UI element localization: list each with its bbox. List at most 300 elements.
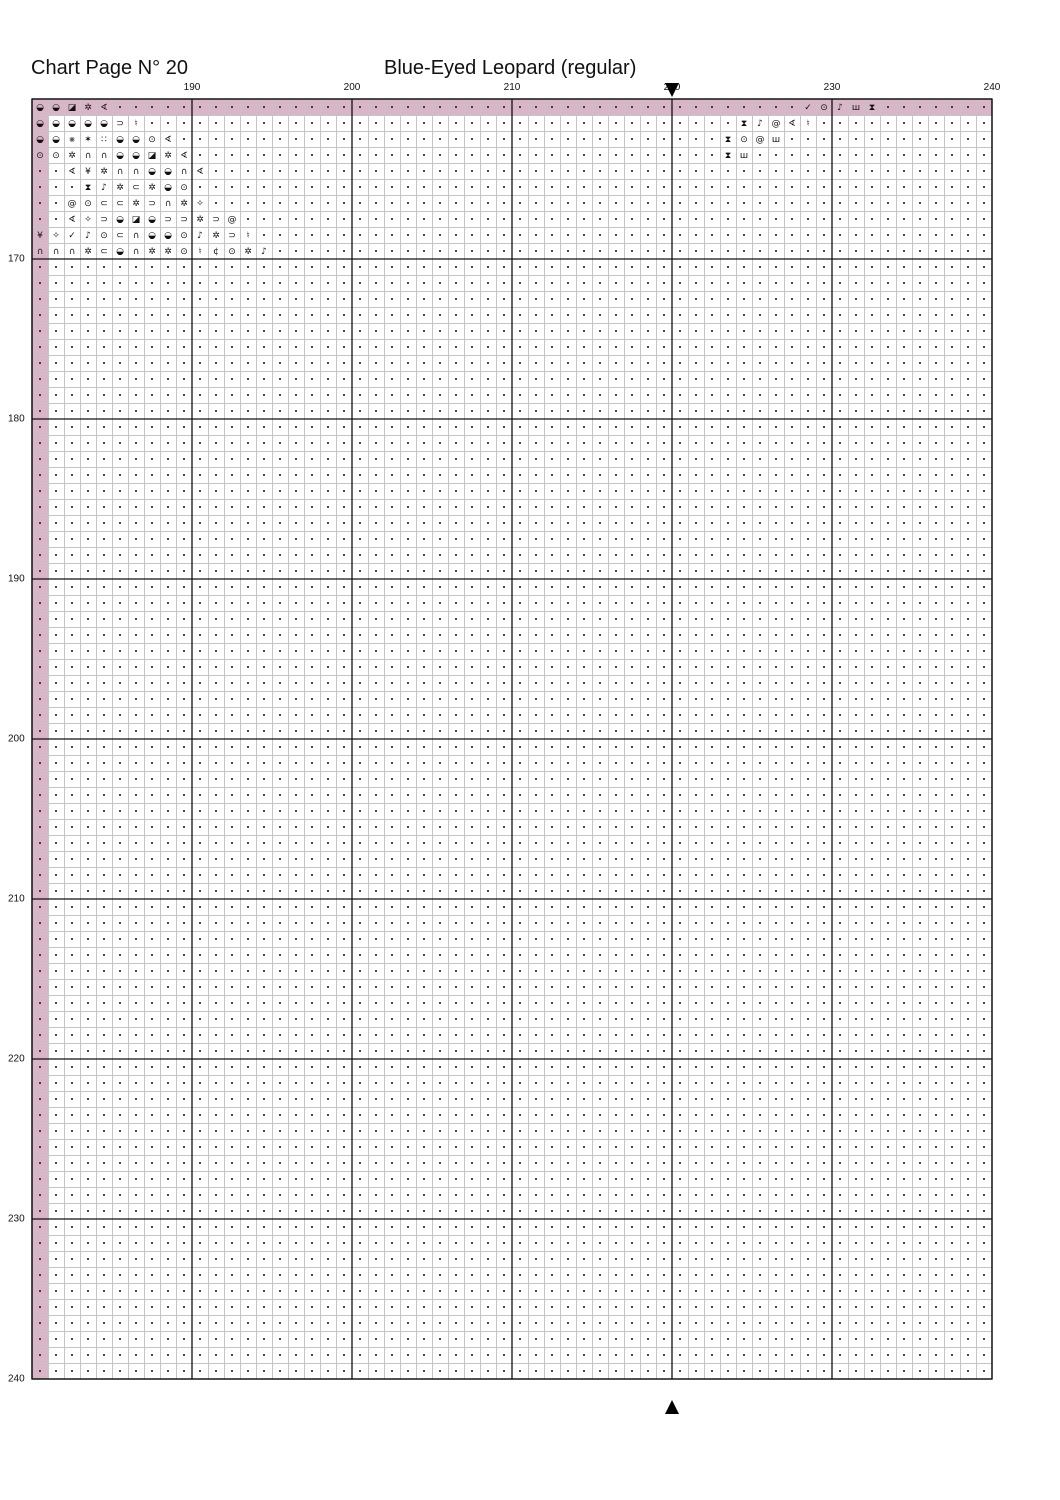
cell-dot	[311, 714, 313, 716]
cell-dot	[199, 602, 201, 604]
cell-dot	[647, 602, 649, 604]
cell-dot	[39, 954, 41, 956]
cell-dot	[823, 746, 825, 748]
cell-dot	[423, 1050, 425, 1052]
cell-dot	[663, 154, 665, 156]
cell-dot	[231, 1018, 233, 1020]
cell-dot	[887, 250, 889, 252]
cell-dot	[55, 666, 57, 668]
cell-dot	[471, 1178, 473, 1180]
cell-dot	[807, 1226, 809, 1228]
cell-dot	[519, 1018, 521, 1020]
cell-dot	[215, 442, 217, 444]
cell-dot	[807, 1018, 809, 1020]
cell-dot	[887, 666, 889, 668]
cell-dot	[631, 1130, 633, 1132]
cell-dot	[311, 602, 313, 604]
cell-dot	[727, 1226, 729, 1228]
cell-dot	[471, 410, 473, 412]
cell-dot	[295, 970, 297, 972]
cell-dot	[631, 1210, 633, 1212]
cell-dot	[711, 1290, 713, 1292]
cell-dot	[887, 762, 889, 764]
cell-dot	[119, 1194, 121, 1196]
cell-dot	[871, 474, 873, 476]
cell-dot	[695, 1242, 697, 1244]
cell-dot	[983, 458, 985, 460]
cell-dot	[327, 1274, 329, 1276]
cell-dot	[407, 954, 409, 956]
cell-dot	[343, 922, 345, 924]
cell-dot	[663, 1146, 665, 1148]
cell-dot	[215, 330, 217, 332]
cell-dot	[695, 122, 697, 124]
cell-dot	[567, 1210, 569, 1212]
cell-dot	[695, 218, 697, 220]
cell-dot	[103, 858, 105, 860]
cell-dot	[423, 186, 425, 188]
cell-dot	[151, 1082, 153, 1084]
cell-dot	[295, 1130, 297, 1132]
cell-dot	[967, 954, 969, 956]
cell-dot	[391, 650, 393, 652]
cell-dot	[567, 106, 569, 108]
cell-dot	[231, 170, 233, 172]
cell-dot	[567, 986, 569, 988]
cell-dot	[327, 1338, 329, 1340]
cell-dot	[951, 234, 953, 236]
cell-dot	[695, 1082, 697, 1084]
cell-dot	[695, 1194, 697, 1196]
cell-dot	[791, 1242, 793, 1244]
cell-dot	[391, 1162, 393, 1164]
cell-dot	[119, 794, 121, 796]
cell-dot	[871, 1322, 873, 1324]
cell-dot	[919, 170, 921, 172]
cell-dot	[311, 250, 313, 252]
cell-dot	[935, 506, 937, 508]
cell-dot	[679, 1178, 681, 1180]
cell-dot	[983, 634, 985, 636]
cell-dot	[279, 874, 281, 876]
cell-dot	[711, 410, 713, 412]
cell-dot	[503, 1274, 505, 1276]
cell-dot	[151, 794, 153, 796]
cell-dot	[983, 970, 985, 972]
cell-dot	[711, 1274, 713, 1276]
cell-dot	[71, 474, 73, 476]
cell-dot	[407, 634, 409, 636]
cell-dot	[39, 1050, 41, 1052]
cell-symbol: ✲	[84, 103, 92, 113]
cell-dot	[807, 266, 809, 268]
cell-dot	[567, 154, 569, 156]
cell-dot	[327, 826, 329, 828]
cell-dot	[743, 490, 745, 492]
cell-dot	[71, 746, 73, 748]
cell-dot	[695, 1210, 697, 1212]
cell-dot	[951, 458, 953, 460]
cell-dot	[663, 970, 665, 972]
cell-dot	[471, 378, 473, 380]
cell-dot	[631, 554, 633, 556]
cell-dot	[215, 1322, 217, 1324]
cell-dot	[407, 714, 409, 716]
cell-dot	[199, 522, 201, 524]
cell-dot	[343, 554, 345, 556]
cell-dot	[503, 554, 505, 556]
cell-dot	[487, 250, 489, 252]
cell-dot	[807, 218, 809, 220]
cell-dot	[247, 746, 249, 748]
cell-dot	[199, 714, 201, 716]
cell-dot	[807, 730, 809, 732]
cell-dot	[119, 890, 121, 892]
cell-dot	[983, 1322, 985, 1324]
cell-dot	[823, 554, 825, 556]
cell-dot	[407, 458, 409, 460]
cell-dot	[151, 970, 153, 972]
cell-dot	[199, 1306, 201, 1308]
cell-dot	[327, 714, 329, 716]
cell-dot	[647, 1066, 649, 1068]
cell-dot	[471, 1034, 473, 1036]
cell-dot	[983, 218, 985, 220]
cell-dot	[695, 986, 697, 988]
cell-symbol: ⨳	[69, 135, 75, 145]
cell-dot	[295, 1370, 297, 1372]
cell-dot	[759, 602, 761, 604]
cell-dot	[791, 1146, 793, 1148]
cell-dot	[615, 1162, 617, 1164]
cell-dot	[935, 314, 937, 316]
cell-dot	[71, 298, 73, 300]
cell-dot	[663, 1034, 665, 1036]
cell-dot	[759, 506, 761, 508]
cell-dot	[631, 874, 633, 876]
cell-dot	[71, 378, 73, 380]
cell-dot	[423, 1098, 425, 1100]
cell-dot	[263, 202, 265, 204]
cell-dot	[55, 1098, 57, 1100]
cell-dot	[55, 746, 57, 748]
cell-dot	[871, 522, 873, 524]
cell-dot	[471, 1210, 473, 1212]
cell-dot	[551, 202, 553, 204]
cell-dot	[103, 778, 105, 780]
cell-dot	[631, 1018, 633, 1020]
cell-dot	[551, 1210, 553, 1212]
cell-dot	[663, 826, 665, 828]
cell-dot	[87, 314, 89, 316]
cell-dot	[471, 586, 473, 588]
cell-dot	[535, 842, 537, 844]
cell-dot	[503, 634, 505, 636]
cell-dot	[679, 906, 681, 908]
cell-dot	[439, 106, 441, 108]
cell-dot	[391, 922, 393, 924]
cell-dot	[983, 122, 985, 124]
cell-dot	[519, 378, 521, 380]
cell-dot	[455, 1226, 457, 1228]
cell-dot	[647, 1178, 649, 1180]
cell-symbol: ◒	[132, 135, 140, 145]
cell-dot	[135, 746, 137, 748]
cell-dot	[119, 1146, 121, 1148]
cell-dot	[231, 442, 233, 444]
cell-dot	[247, 698, 249, 700]
cell-dot	[551, 490, 553, 492]
cell-dot	[951, 1290, 953, 1292]
cell-dot	[855, 650, 857, 652]
cell-dot	[39, 810, 41, 812]
cell-dot	[311, 362, 313, 364]
cell-dot	[263, 970, 265, 972]
cell-dot	[695, 138, 697, 140]
cell-dot	[615, 602, 617, 604]
cell-dot	[167, 810, 169, 812]
cell-dot	[55, 362, 57, 364]
cell-dot	[759, 1258, 761, 1260]
cell-dot	[567, 922, 569, 924]
cell-dot	[311, 762, 313, 764]
cell-dot	[647, 1354, 649, 1356]
cell-dot	[87, 810, 89, 812]
cell-dot	[679, 1162, 681, 1164]
cell-dot	[247, 538, 249, 540]
cell-dot	[327, 554, 329, 556]
cell-dot	[759, 522, 761, 524]
cell-dot	[39, 874, 41, 876]
cell-dot	[807, 778, 809, 780]
cell-dot	[743, 1226, 745, 1228]
cell-dot	[663, 890, 665, 892]
cell-dot	[983, 1354, 985, 1356]
cell-dot	[791, 602, 793, 604]
cell-dot	[551, 634, 553, 636]
cell-dot	[711, 938, 713, 940]
cell-dot	[583, 778, 585, 780]
cell-dot	[887, 1306, 889, 1308]
cell-dot	[903, 1178, 905, 1180]
cell-dot	[215, 378, 217, 380]
cell-dot	[663, 602, 665, 604]
cell-dot	[439, 858, 441, 860]
cell-dot	[951, 970, 953, 972]
cell-dot	[791, 138, 793, 140]
cell-dot	[599, 1370, 601, 1372]
cell-dot	[311, 1194, 313, 1196]
cell-dot	[135, 346, 137, 348]
cell-dot	[55, 1290, 57, 1292]
cell-dot	[695, 474, 697, 476]
cell-dot	[519, 682, 521, 684]
cell-symbol: ♪	[261, 247, 267, 257]
cell-dot	[439, 458, 441, 460]
cell-dot	[583, 602, 585, 604]
cell-dot	[247, 858, 249, 860]
cell-dot	[215, 474, 217, 476]
cell-dot	[487, 922, 489, 924]
cell-dot	[839, 154, 841, 156]
cell-dot	[135, 1178, 137, 1180]
cell-dot	[375, 874, 377, 876]
cell-dot	[679, 858, 681, 860]
cell-dot	[791, 938, 793, 940]
cell-dot	[647, 442, 649, 444]
cell-dot	[967, 1210, 969, 1212]
cell-dot	[263, 810, 265, 812]
cell-dot	[119, 1002, 121, 1004]
cell-dot	[87, 506, 89, 508]
cell-dot	[519, 426, 521, 428]
cell-dot	[359, 858, 361, 860]
cell-dot	[983, 1034, 985, 1036]
cell-dot	[423, 394, 425, 396]
cell-dot	[663, 522, 665, 524]
cell-dot	[375, 394, 377, 396]
cell-dot	[439, 1130, 441, 1132]
cell-dot	[295, 746, 297, 748]
cell-dot	[343, 106, 345, 108]
cell-dot	[567, 666, 569, 668]
cell-dot	[823, 394, 825, 396]
cell-dot	[471, 1242, 473, 1244]
cell-dot	[487, 1002, 489, 1004]
cell-dot	[903, 250, 905, 252]
cell-dot	[935, 1274, 937, 1276]
cell-dot	[679, 938, 681, 940]
cell-dot	[103, 810, 105, 812]
cell-dot	[711, 186, 713, 188]
cell-dot	[199, 474, 201, 476]
cell-dot	[983, 1162, 985, 1164]
cell-dot	[231, 298, 233, 300]
cell-dot	[695, 314, 697, 316]
cell-dot	[215, 458, 217, 460]
cell-dot	[711, 538, 713, 540]
cell-dot	[647, 714, 649, 716]
cell-dot	[935, 1082, 937, 1084]
cell-dot	[423, 1178, 425, 1180]
cell-dot	[167, 1034, 169, 1036]
cell-dot	[375, 234, 377, 236]
cell-dot	[839, 426, 841, 428]
cell-dot	[919, 714, 921, 716]
cell-dot	[967, 410, 969, 412]
cell-dot	[535, 858, 537, 860]
cell-dot	[759, 666, 761, 668]
cell-dot	[855, 1322, 857, 1324]
cell-symbol: ⧗	[868, 103, 876, 113]
cell-dot	[343, 1098, 345, 1100]
cell-dot	[583, 618, 585, 620]
cell-dot	[983, 1178, 985, 1180]
cell-dot	[327, 330, 329, 332]
cell-dot	[327, 506, 329, 508]
cell-dot	[231, 138, 233, 140]
cell-dot	[327, 298, 329, 300]
cell-dot	[519, 1082, 521, 1084]
cell-dot	[679, 250, 681, 252]
cell-dot	[215, 186, 217, 188]
cell-dot	[871, 426, 873, 428]
cell-dot	[727, 890, 729, 892]
cell-dot	[87, 1066, 89, 1068]
cell-dot	[183, 778, 185, 780]
cell-dot	[887, 378, 889, 380]
cell-dot	[295, 938, 297, 940]
cell-dot	[135, 298, 137, 300]
cell-dot	[791, 1354, 793, 1356]
cell-dot	[247, 122, 249, 124]
cell-dot	[727, 202, 729, 204]
cell-dot	[375, 314, 377, 316]
cell-dot	[727, 906, 729, 908]
cell-dot	[647, 826, 649, 828]
cell-dot	[967, 1066, 969, 1068]
cell-dot	[247, 1258, 249, 1260]
cell-dot	[471, 1114, 473, 1116]
cell-dot	[311, 394, 313, 396]
cell-dot	[583, 442, 585, 444]
cell-dot	[519, 586, 521, 588]
cell-dot	[391, 618, 393, 620]
cell-dot	[647, 1322, 649, 1324]
cell-dot	[695, 762, 697, 764]
cell-dot	[167, 938, 169, 940]
cell-dot	[247, 1050, 249, 1052]
cell-dot	[791, 378, 793, 380]
cell-dot	[231, 202, 233, 204]
cell-dot	[55, 986, 57, 988]
cell-dot	[263, 1274, 265, 1276]
cell-dot	[599, 858, 601, 860]
cell-dot	[407, 1258, 409, 1260]
cell-dot	[567, 170, 569, 172]
cell-dot	[199, 1018, 201, 1020]
cell-dot	[55, 1034, 57, 1036]
cell-dot	[199, 746, 201, 748]
cell-dot	[151, 1114, 153, 1116]
cell-dot	[647, 570, 649, 572]
cell-dot	[471, 362, 473, 364]
cell-dot	[183, 346, 185, 348]
cell-dot	[919, 586, 921, 588]
cell-dot	[231, 1162, 233, 1164]
cell-dot	[55, 762, 57, 764]
cell-dot	[471, 426, 473, 428]
cell-dot	[871, 842, 873, 844]
cell-dot	[535, 522, 537, 524]
cell-dot	[455, 266, 457, 268]
cell-dot	[663, 250, 665, 252]
cell-dot	[567, 1034, 569, 1036]
cell-dot	[439, 698, 441, 700]
cell-dot	[807, 650, 809, 652]
cell-dot	[647, 954, 649, 956]
cell-dot	[135, 1306, 137, 1308]
cell-dot	[583, 1146, 585, 1148]
cell-dot	[551, 1162, 553, 1164]
cell-dot	[551, 474, 553, 476]
cell-dot	[535, 330, 537, 332]
cell-dot	[263, 362, 265, 364]
cell-dot	[55, 634, 57, 636]
row-label-200: 200	[8, 733, 25, 745]
cell-dot	[199, 378, 201, 380]
cell-dot	[119, 970, 121, 972]
